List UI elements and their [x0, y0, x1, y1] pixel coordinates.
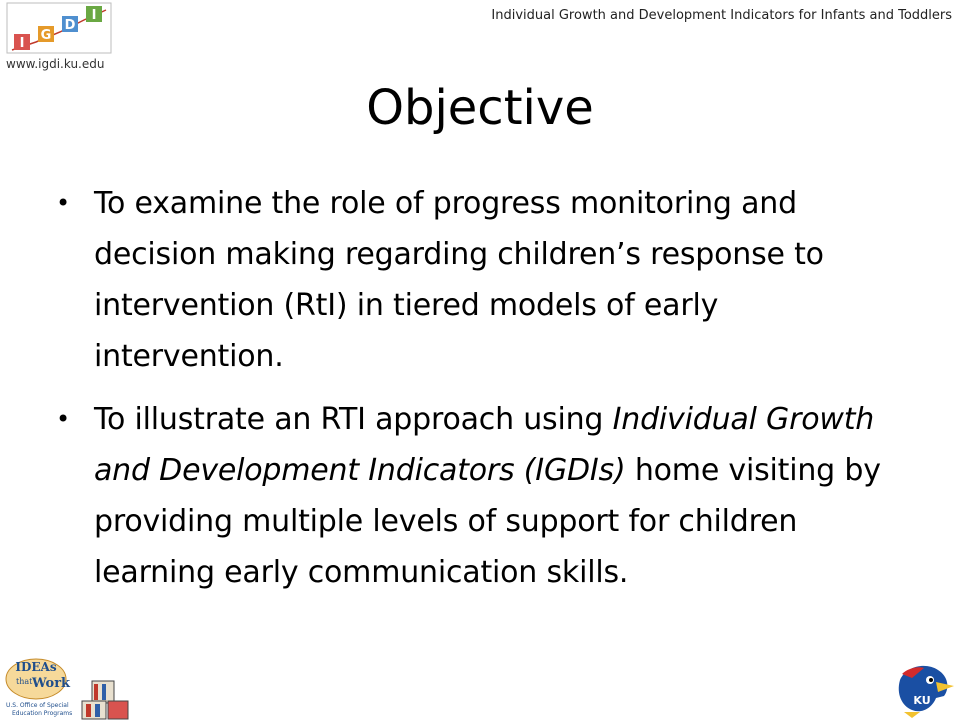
bullet-dot: • [56, 405, 70, 433]
logo-letter-i1: I [19, 36, 25, 51]
ku-logo-text: KU [913, 694, 931, 707]
logo-letter-i2: I [91, 8, 97, 23]
bullet-text-emphasis: Individual Growth and Development Indicators (IGDIs) [94, 402, 875, 488]
ideas-logo-line1: IDEAs [15, 660, 57, 674]
logo-letter-g: G [40, 28, 52, 43]
ku-jayhawk-logo [892, 660, 956, 720]
ideas-logo-line3: Work [32, 676, 71, 691]
bullet-item [56, 394, 916, 598]
bullet-dot: • [56, 189, 70, 217]
bullet-text-prefix: To illustrate an RTI approach using [94, 402, 613, 437]
ideas-that-work-logo [2, 653, 132, 720]
ideas-logo-caption2: Education Programs [12, 710, 73, 717]
igdi-logo [6, 2, 112, 58]
bullet-text-suffix: home visiting by providing multiple levels of support for children learning early communication skills. [94, 453, 881, 590]
ideas-logo-line2: that [16, 677, 33, 686]
bullet-item [56, 178, 916, 382]
ideas-logo-caption1: U.S. Office of Special [6, 702, 69, 709]
header-title: Individual Growth and Development Indicators for Infants and Toddlers [491, 8, 952, 23]
bullet-list [56, 178, 916, 610]
site-url[interactable]: www.igdi.ku.edu [6, 57, 105, 71]
logo-letter-d: D [64, 18, 76, 33]
slide-title: Objective [366, 80, 594, 136]
bullet-text: To examine the role of progress monitoring and decision making regarding children’s response to intervention (RtI) in tiered models of early intervention. [94, 186, 824, 374]
